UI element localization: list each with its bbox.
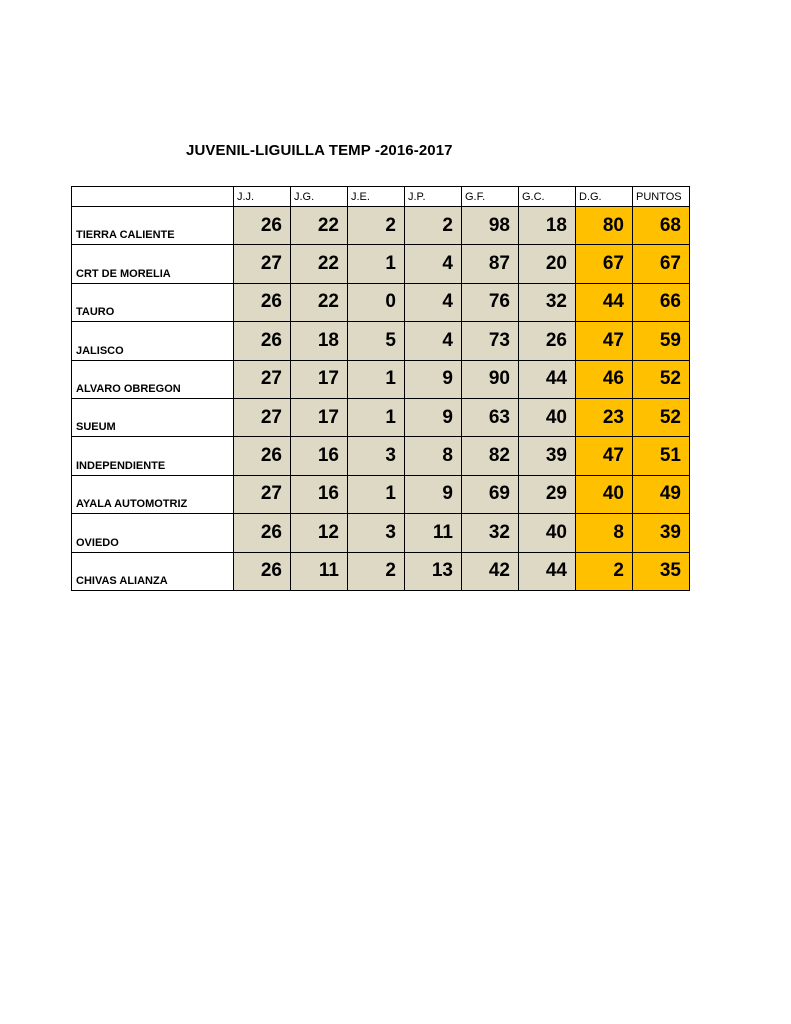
table-row <box>72 437 690 475</box>
header-gc: G.C. <box>519 187 576 207</box>
puntos-cell: 67 <box>633 245 690 283</box>
gf-cell: 32 <box>462 514 519 552</box>
team-name-cell: CRT DE MORELIA <box>72 245 234 283</box>
dg-cell: 2 <box>576 552 633 590</box>
jj-cell: 26 <box>234 514 291 552</box>
team-name-cell: AYALA AUTOMOTRIZ <box>72 475 234 513</box>
jj-cell: 26 <box>234 552 291 590</box>
je-cell: 1 <box>348 245 405 283</box>
table-row <box>72 245 690 283</box>
puntos-cell: 39 <box>633 514 690 552</box>
je-cell: 1 <box>348 475 405 513</box>
je-cell: 0 <box>348 283 405 321</box>
dg-cell: 67 <box>576 245 633 283</box>
dg-cell: 23 <box>576 398 633 436</box>
jj-cell: 27 <box>234 475 291 513</box>
puntos-cell: 59 <box>633 322 690 360</box>
puntos-cell: 66 <box>633 283 690 321</box>
je-cell: 1 <box>348 398 405 436</box>
page-title: JUVENIL-LIGUILLA TEMP -2016-2017 <box>186 142 453 159</box>
dg-cell: 44 <box>576 283 633 321</box>
jp-cell: 4 <box>405 322 462 360</box>
team-name-cell: TIERRA CALIENTE <box>72 207 234 245</box>
jg-cell: 18 <box>291 322 348 360</box>
table-row <box>72 514 690 552</box>
table-row <box>72 398 690 436</box>
table-row <box>72 475 690 513</box>
jp-cell: 11 <box>405 514 462 552</box>
team-name-cell: OVIEDO <box>72 514 234 552</box>
standings-table <box>71 186 690 591</box>
je-cell: 3 <box>348 437 405 475</box>
puntos-cell: 52 <box>633 360 690 398</box>
gc-cell: 26 <box>519 322 576 360</box>
header-jj: J.J. <box>234 187 291 207</box>
jg-cell: 17 <box>291 398 348 436</box>
team-name-cell: INDEPENDIENTE <box>72 437 234 475</box>
jp-cell: 2 <box>405 207 462 245</box>
header-dg: D.G. <box>576 187 633 207</box>
gf-cell: 63 <box>462 398 519 436</box>
jp-cell: 9 <box>405 475 462 513</box>
jj-cell: 26 <box>234 207 291 245</box>
gc-cell: 32 <box>519 283 576 321</box>
header-team-cell <box>72 187 234 207</box>
header-jg: J.G. <box>291 187 348 207</box>
jg-cell: 16 <box>291 475 348 513</box>
table-row <box>72 283 690 321</box>
jg-cell: 22 <box>291 245 348 283</box>
je-cell: 3 <box>348 514 405 552</box>
team-name-cell: JALISCO <box>72 322 234 360</box>
gf-cell: 90 <box>462 360 519 398</box>
jp-cell: 13 <box>405 552 462 590</box>
gc-cell: 29 <box>519 475 576 513</box>
puntos-cell: 49 <box>633 475 690 513</box>
dg-cell: 80 <box>576 207 633 245</box>
header-jp: J.P. <box>405 187 462 207</box>
header-row <box>72 187 690 207</box>
jj-cell: 26 <box>234 437 291 475</box>
puntos-cell: 35 <box>633 552 690 590</box>
table-row <box>72 552 690 590</box>
jp-cell: 8 <box>405 437 462 475</box>
gf-cell: 73 <box>462 322 519 360</box>
gc-cell: 39 <box>519 437 576 475</box>
gf-cell: 98 <box>462 207 519 245</box>
gc-cell: 20 <box>519 245 576 283</box>
gc-cell: 44 <box>519 552 576 590</box>
jg-cell: 12 <box>291 514 348 552</box>
jg-cell: 16 <box>291 437 348 475</box>
gf-cell: 42 <box>462 552 519 590</box>
je-cell: 5 <box>348 322 405 360</box>
team-name-cell: TAURO <box>72 283 234 321</box>
jj-cell: 26 <box>234 283 291 321</box>
header-puntos: PUNTOS <box>633 187 690 207</box>
dg-cell: 47 <box>576 437 633 475</box>
header-je: J.E. <box>348 187 405 207</box>
gf-cell: 69 <box>462 475 519 513</box>
gf-cell: 76 <box>462 283 519 321</box>
jg-cell: 22 <box>291 283 348 321</box>
dg-cell: 8 <box>576 514 633 552</box>
jj-cell: 27 <box>234 360 291 398</box>
jg-cell: 11 <box>291 552 348 590</box>
jg-cell: 22 <box>291 207 348 245</box>
puntos-cell: 51 <box>633 437 690 475</box>
team-name-cell: CHIVAS ALIANZA <box>72 552 234 590</box>
team-name-cell: ALVARO OBREGON <box>72 360 234 398</box>
je-cell: 2 <box>348 207 405 245</box>
puntos-cell: 52 <box>633 398 690 436</box>
dg-cell: 46 <box>576 360 633 398</box>
puntos-cell: 68 <box>633 207 690 245</box>
table-row <box>72 207 690 245</box>
header-gf: G.F. <box>462 187 519 207</box>
dg-cell: 40 <box>576 475 633 513</box>
gc-cell: 40 <box>519 514 576 552</box>
gc-cell: 18 <box>519 207 576 245</box>
gf-cell: 87 <box>462 245 519 283</box>
jg-cell: 17 <box>291 360 348 398</box>
jp-cell: 4 <box>405 245 462 283</box>
team-name-cell: SUEUM <box>72 398 234 436</box>
gf-cell: 82 <box>462 437 519 475</box>
jj-cell: 26 <box>234 322 291 360</box>
je-cell: 1 <box>348 360 405 398</box>
table-row <box>72 360 690 398</box>
table-row <box>72 322 690 360</box>
gc-cell: 40 <box>519 398 576 436</box>
gc-cell: 44 <box>519 360 576 398</box>
jj-cell: 27 <box>234 245 291 283</box>
jp-cell: 4 <box>405 283 462 321</box>
dg-cell: 47 <box>576 322 633 360</box>
jp-cell: 9 <box>405 398 462 436</box>
jj-cell: 27 <box>234 398 291 436</box>
jp-cell: 9 <box>405 360 462 398</box>
je-cell: 2 <box>348 552 405 590</box>
